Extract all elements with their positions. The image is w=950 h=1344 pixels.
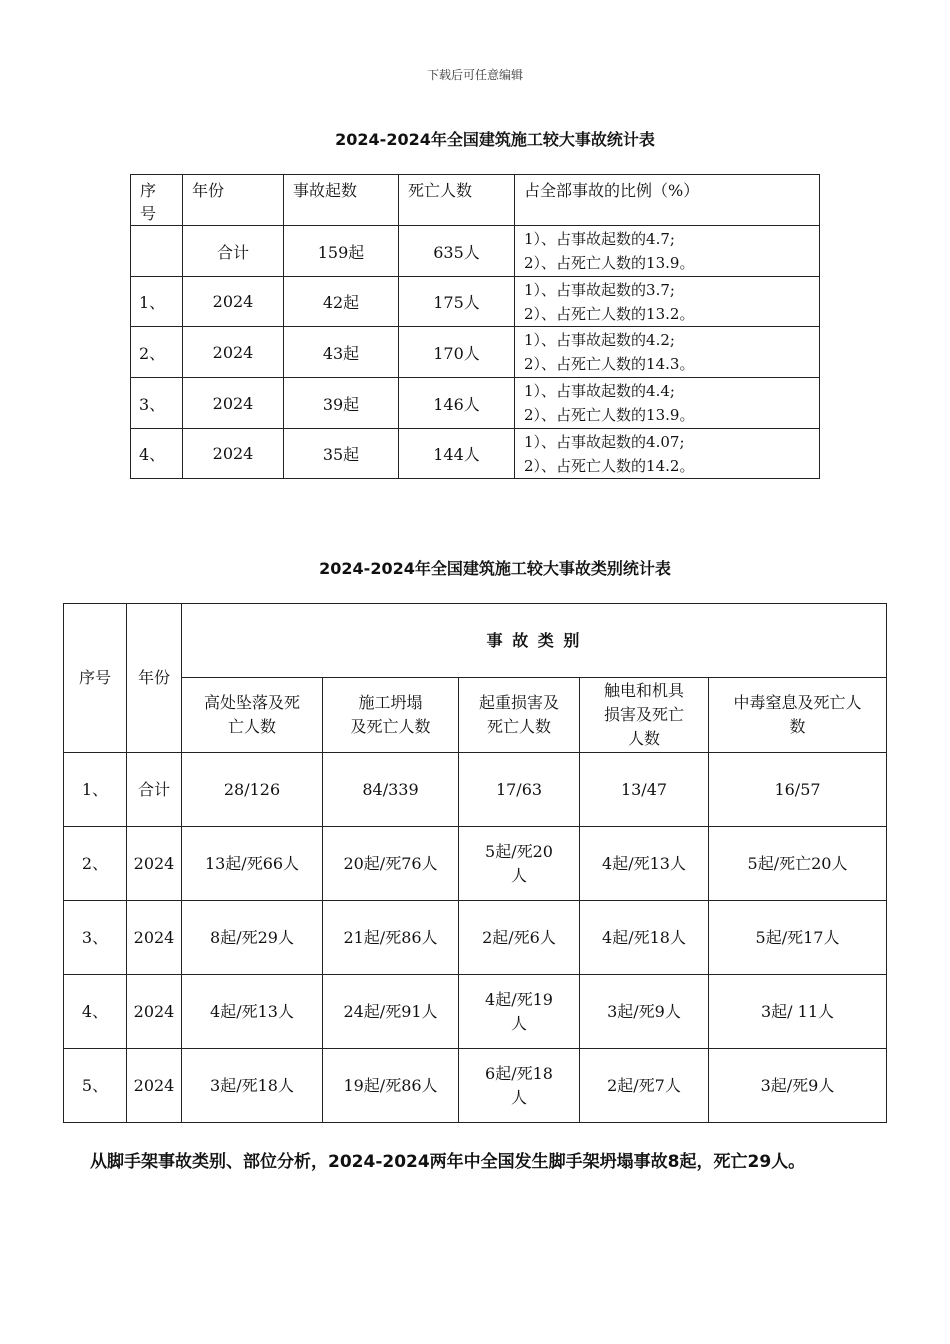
cell-fall: 13起/死66人 [182,827,323,901]
cell-accidents: 43起 [284,327,399,378]
table-row [64,1049,887,1123]
cell-ratio: 1）、占事故起数的4.7; 2）、占死亡人数的13.9。 [515,226,820,277]
table-row [131,378,820,429]
cell-seq: 1、 [131,277,183,327]
header-seq: 序 号 [131,175,183,226]
accident-stats-table [130,174,820,479]
header-year: 年份 [183,175,284,226]
cell-seq: 2、 [64,827,127,901]
cell-year: 2024 [127,975,182,1049]
table-row [131,429,820,479]
cell-fall: 8起/死29人 [182,901,323,975]
header-note: 下载后可任意编辑 [426,68,523,82]
table-row [64,975,887,1049]
accident-category-table [63,603,887,1123]
header-lifting: 起重损害及 死亡人数 [459,678,580,753]
cell-year: 2024 [127,901,182,975]
cell-electric: 3起/死9人 [580,975,709,1049]
cell-ratio: 1）、占事故起数的4.07; 2）、占死亡人数的14.2。 [515,429,820,479]
cell-year: 合计 [183,226,284,277]
header-category: 事 故 类 别 [182,604,887,678]
header-seq: 序号 [64,604,127,753]
cell-seq: 5、 [64,1049,127,1123]
cell-electric: 4起/死13人 [580,827,709,901]
cell-electric: 2起/死7人 [580,1049,709,1123]
cell-fall: 28/126 [182,753,323,827]
cell-fall: 4起/死13人 [182,975,323,1049]
header-electric: 触电和机具 损害及死亡 人数 [580,678,709,753]
cell-accidents: 42起 [284,277,399,327]
table-row [64,901,887,975]
header-accidents: 事故起数 [284,175,399,226]
cell-year: 2024 [183,429,284,479]
cell-seq: 2、 [131,327,183,378]
cell-year: 合计 [127,753,182,827]
cell-year: 2024 [183,327,284,378]
cell-seq: 3、 [64,901,127,975]
header-fall: 高处坠落及死 亡人数 [182,678,323,753]
table1-header-row [131,175,820,226]
cell-ratio: 1）、占事故起数的3.7; 2）、占死亡人数的13.2。 [515,277,820,327]
table2-title: 2024-2024年全国建筑施工较大事故类别统计表 [319,559,671,578]
cell-electric: 4起/死18人 [580,901,709,975]
cell-year: 2024 [127,827,182,901]
cell-fall: 3起/死18人 [182,1049,323,1123]
cell-lifting: 4起/死19 人 [459,975,580,1049]
cell-collapse: 19起/死86人 [323,1049,459,1123]
cell-accidents: 39起 [284,378,399,429]
cell-deaths: 175人 [399,277,515,327]
cell-deaths: 170人 [399,327,515,378]
table-row [64,827,887,901]
cell-collapse: 84/339 [323,753,459,827]
cell-seq: 3、 [131,378,183,429]
table2-subheader-row [64,678,887,753]
cell-seq: 1、 [64,753,127,827]
cell-deaths: 146人 [399,378,515,429]
cell-ratio: 1）、占事故起数的4.2; 2）、占死亡人数的14.3。 [515,327,820,378]
table1-title: 2024-2024年全国建筑施工较大事故统计表 [335,130,655,149]
cell-poison: 3起/ 11人 [709,975,887,1049]
table-row [131,277,820,327]
header-ratio: 占全部事故的比例（%） [515,175,820,226]
cell-seq: 4、 [131,429,183,479]
cell-year: 2024 [183,277,284,327]
cell-collapse: 24起/死91人 [323,975,459,1049]
table-row [64,753,887,827]
table-row [131,327,820,378]
cell-collapse: 20起/死76人 [323,827,459,901]
cell-deaths: 144人 [399,429,515,479]
summary-paragraph: 从脚手架事故类别、部位分析，2024-2024两年中全国发生脚手架坍塌事故8起，死亡29人。 [90,1152,806,1172]
cell-lifting: 2起/死6人 [459,901,580,975]
header-deaths: 死亡人数 [399,175,515,226]
cell-lifting: 17/63 [459,753,580,827]
cell-poison: 3起/死9人 [709,1049,887,1123]
cell-seq: 4、 [64,975,127,1049]
header-year: 年份 [127,604,182,753]
cell-collapse: 21起/死86人 [323,901,459,975]
cell-electric: 13/47 [580,753,709,827]
header-poison: 中毒窒息及死亡人 数 [709,678,887,753]
table2-header-row [64,604,887,678]
cell-deaths: 635人 [399,226,515,277]
cell-lifting: 6起/死18 人 [459,1049,580,1123]
cell-lifting: 5起/死20 人 [459,827,580,901]
table-row [131,226,820,277]
cell-poison: 16/57 [709,753,887,827]
cell-poison: 5起/死亡20人 [709,827,887,901]
cell-ratio: 1）、占事故起数的4.4; 2）、占死亡人数的13.9。 [515,378,820,429]
cell-seq [131,226,183,277]
cell-accidents: 159起 [284,226,399,277]
cell-year: 2024 [183,378,284,429]
header-collapse: 施工坍塌 及死亡人数 [323,678,459,753]
cell-accidents: 35起 [284,429,399,479]
cell-year: 2024 [127,1049,182,1123]
cell-poison: 5起/死17人 [709,901,887,975]
